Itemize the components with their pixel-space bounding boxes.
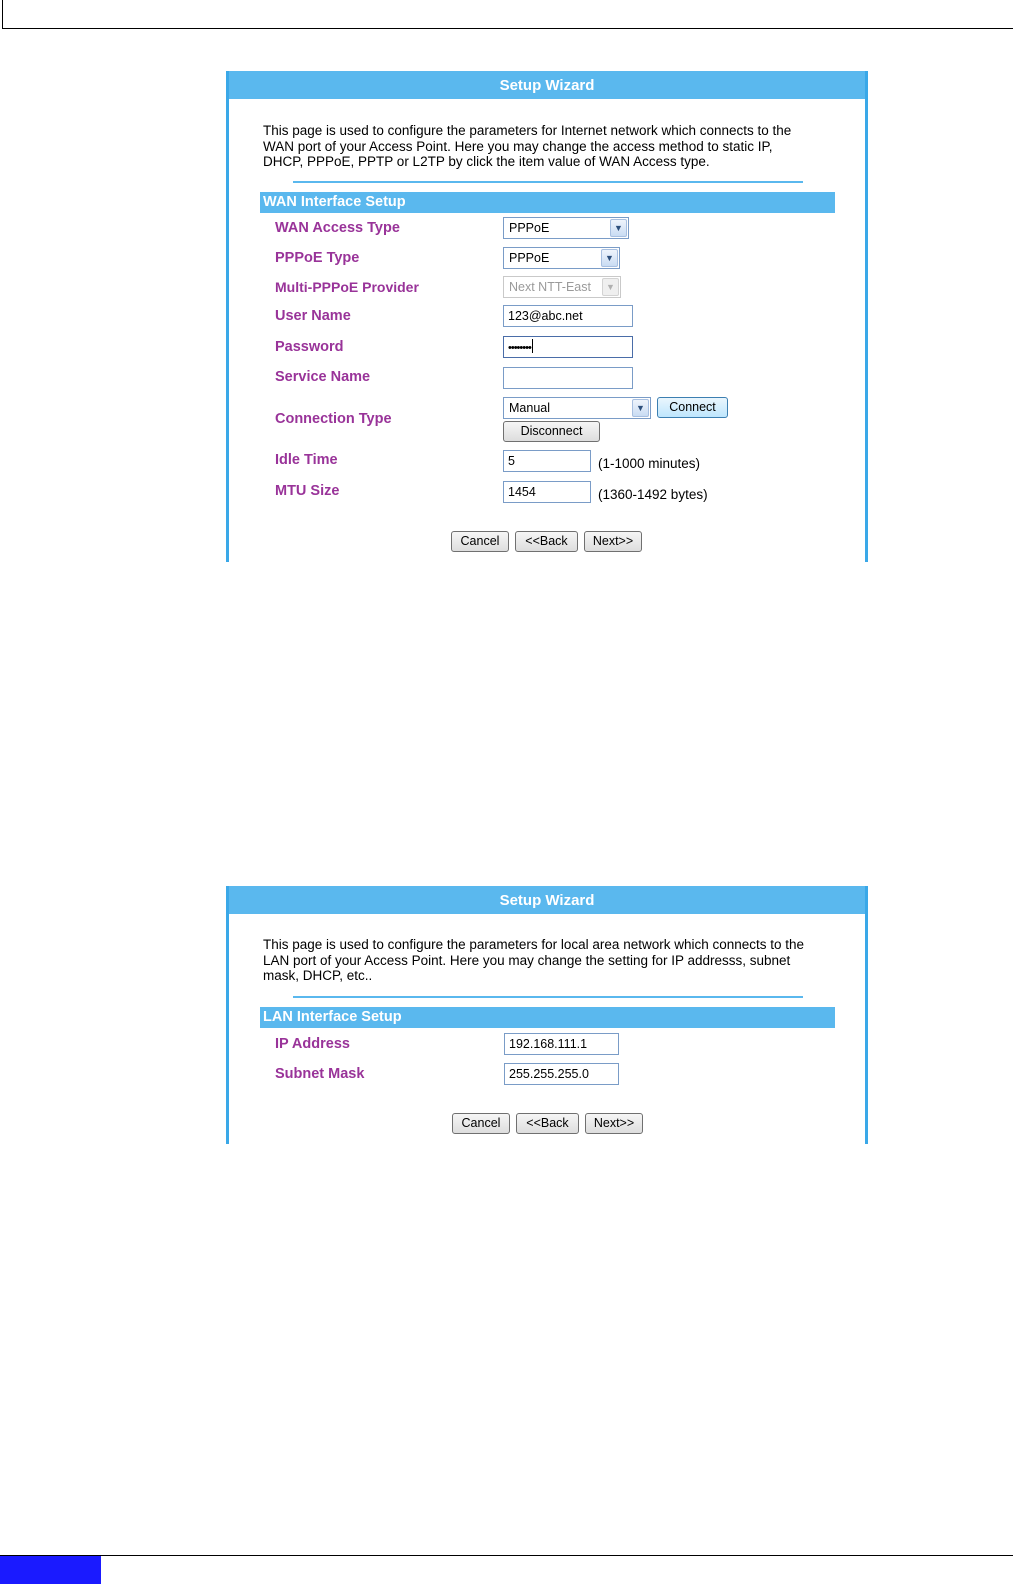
password-label: Password xyxy=(275,339,344,355)
footer-page-tab xyxy=(0,1556,101,1584)
pppoe-type-select[interactable] xyxy=(503,247,620,269)
password-value: •••••••• xyxy=(508,342,531,354)
disconnect-button[interactable]: Disconnect xyxy=(503,421,600,442)
wan-description-line-3: DHCP, PPPoE, PPTP or L2TP by click the item value of WAN Access type. xyxy=(263,154,710,169)
cancel-button[interactable]: Cancel xyxy=(452,1113,510,1134)
connect-button[interactable]: Connect xyxy=(657,397,728,418)
pppoe-type-label: PPPoE Type xyxy=(275,250,360,266)
subnet-mask-label: Subnet Mask xyxy=(275,1066,365,1082)
ip-address-input[interactable] xyxy=(504,1033,619,1055)
page-header-border xyxy=(2,0,1013,29)
user-name-label: User Name xyxy=(275,308,351,324)
service-name-label: Service Name xyxy=(275,369,371,385)
chevron-down-icon: ▼ xyxy=(602,278,619,296)
wan-description-line-2: WAN port of your Access Point. Here you may change the access method to static IP, xyxy=(263,138,773,154)
subnet-mask-value: 255.255.255.0 xyxy=(509,1067,589,1081)
wan-access-type-label: WAN Access Type xyxy=(275,220,400,236)
service-name-input[interactable] xyxy=(503,367,633,389)
multi-pppoe-provider-label: Multi-PPPoE Provider xyxy=(275,279,419,295)
wan-description-line-1: This page is used to configure the parameters for Internet network which connects to the xyxy=(263,123,792,138)
footer-rule xyxy=(0,1555,1013,1556)
ip-address-label: IP Address xyxy=(275,1036,350,1052)
multi-pppoe-provider-value: Next NTT-East xyxy=(509,280,591,294)
mtu-size-input[interactable] xyxy=(503,481,591,503)
ip-address-value: 192.168.111.1 xyxy=(509,1037,588,1051)
lan-section-header: LAN Interface Setup xyxy=(260,1007,835,1028)
lan-divider xyxy=(293,996,803,998)
text-caret xyxy=(532,339,533,353)
chevron-down-icon: ▼ xyxy=(610,219,627,237)
idle-time-hint: (1-1000 minutes) xyxy=(598,456,701,471)
chevron-down-icon: ▼ xyxy=(601,249,618,267)
chevron-down-icon: ▼ xyxy=(632,399,649,417)
password-input[interactable] xyxy=(503,336,633,358)
mtu-size-label: MTU Size xyxy=(275,483,340,499)
wan-access-type-select[interactable] xyxy=(503,217,629,239)
back-button[interactable]: <<Back xyxy=(516,1113,579,1134)
lan-description-line-2: LAN port of your Access Point. Here you may change the setting for IP addresss, subnet xyxy=(263,952,791,968)
next-button[interactable]: Next>> xyxy=(584,531,642,552)
connection-type-select[interactable] xyxy=(503,397,651,419)
lan-description-line-1: This page is used to configure the parameters for local area network which connects to the xyxy=(263,937,805,952)
idle-time-value: 5 xyxy=(508,454,515,468)
lan-description xyxy=(263,937,843,984)
wan-setup-wizard-panel xyxy=(226,71,868,562)
user-name-value: 123@abc.net xyxy=(508,309,583,323)
back-button[interactable]: <<Back xyxy=(515,531,578,552)
wan-panel-title: Setup Wizard xyxy=(229,71,865,99)
idle-time-label: Idle Time xyxy=(275,452,338,468)
wan-access-type-value: PPPoE xyxy=(509,221,550,235)
cancel-button[interactable]: Cancel xyxy=(451,531,509,552)
multi-pppoe-provider-select xyxy=(503,276,621,298)
wan-section-header: WAN Interface Setup xyxy=(260,192,835,213)
idle-time-input[interactable] xyxy=(503,450,591,472)
next-button[interactable]: Next>> xyxy=(585,1113,643,1134)
lan-description-line-3: mask, DHCP, etc.. xyxy=(263,968,373,983)
subnet-mask-input[interactable] xyxy=(504,1063,619,1085)
lan-panel-title: Setup Wizard xyxy=(229,886,865,914)
wan-description xyxy=(263,123,843,170)
connection-type-label: Connection Type xyxy=(275,411,392,427)
connection-type-value: Manual xyxy=(509,401,550,415)
mtu-size-value: 1454 xyxy=(508,485,536,499)
lan-setup-wizard-panel xyxy=(226,886,868,1144)
user-name-input[interactable] xyxy=(503,305,633,327)
mtu-size-hint: (1360-1492 bytes) xyxy=(598,487,708,502)
wan-divider xyxy=(293,181,803,183)
pppoe-type-value: PPPoE xyxy=(509,251,550,265)
